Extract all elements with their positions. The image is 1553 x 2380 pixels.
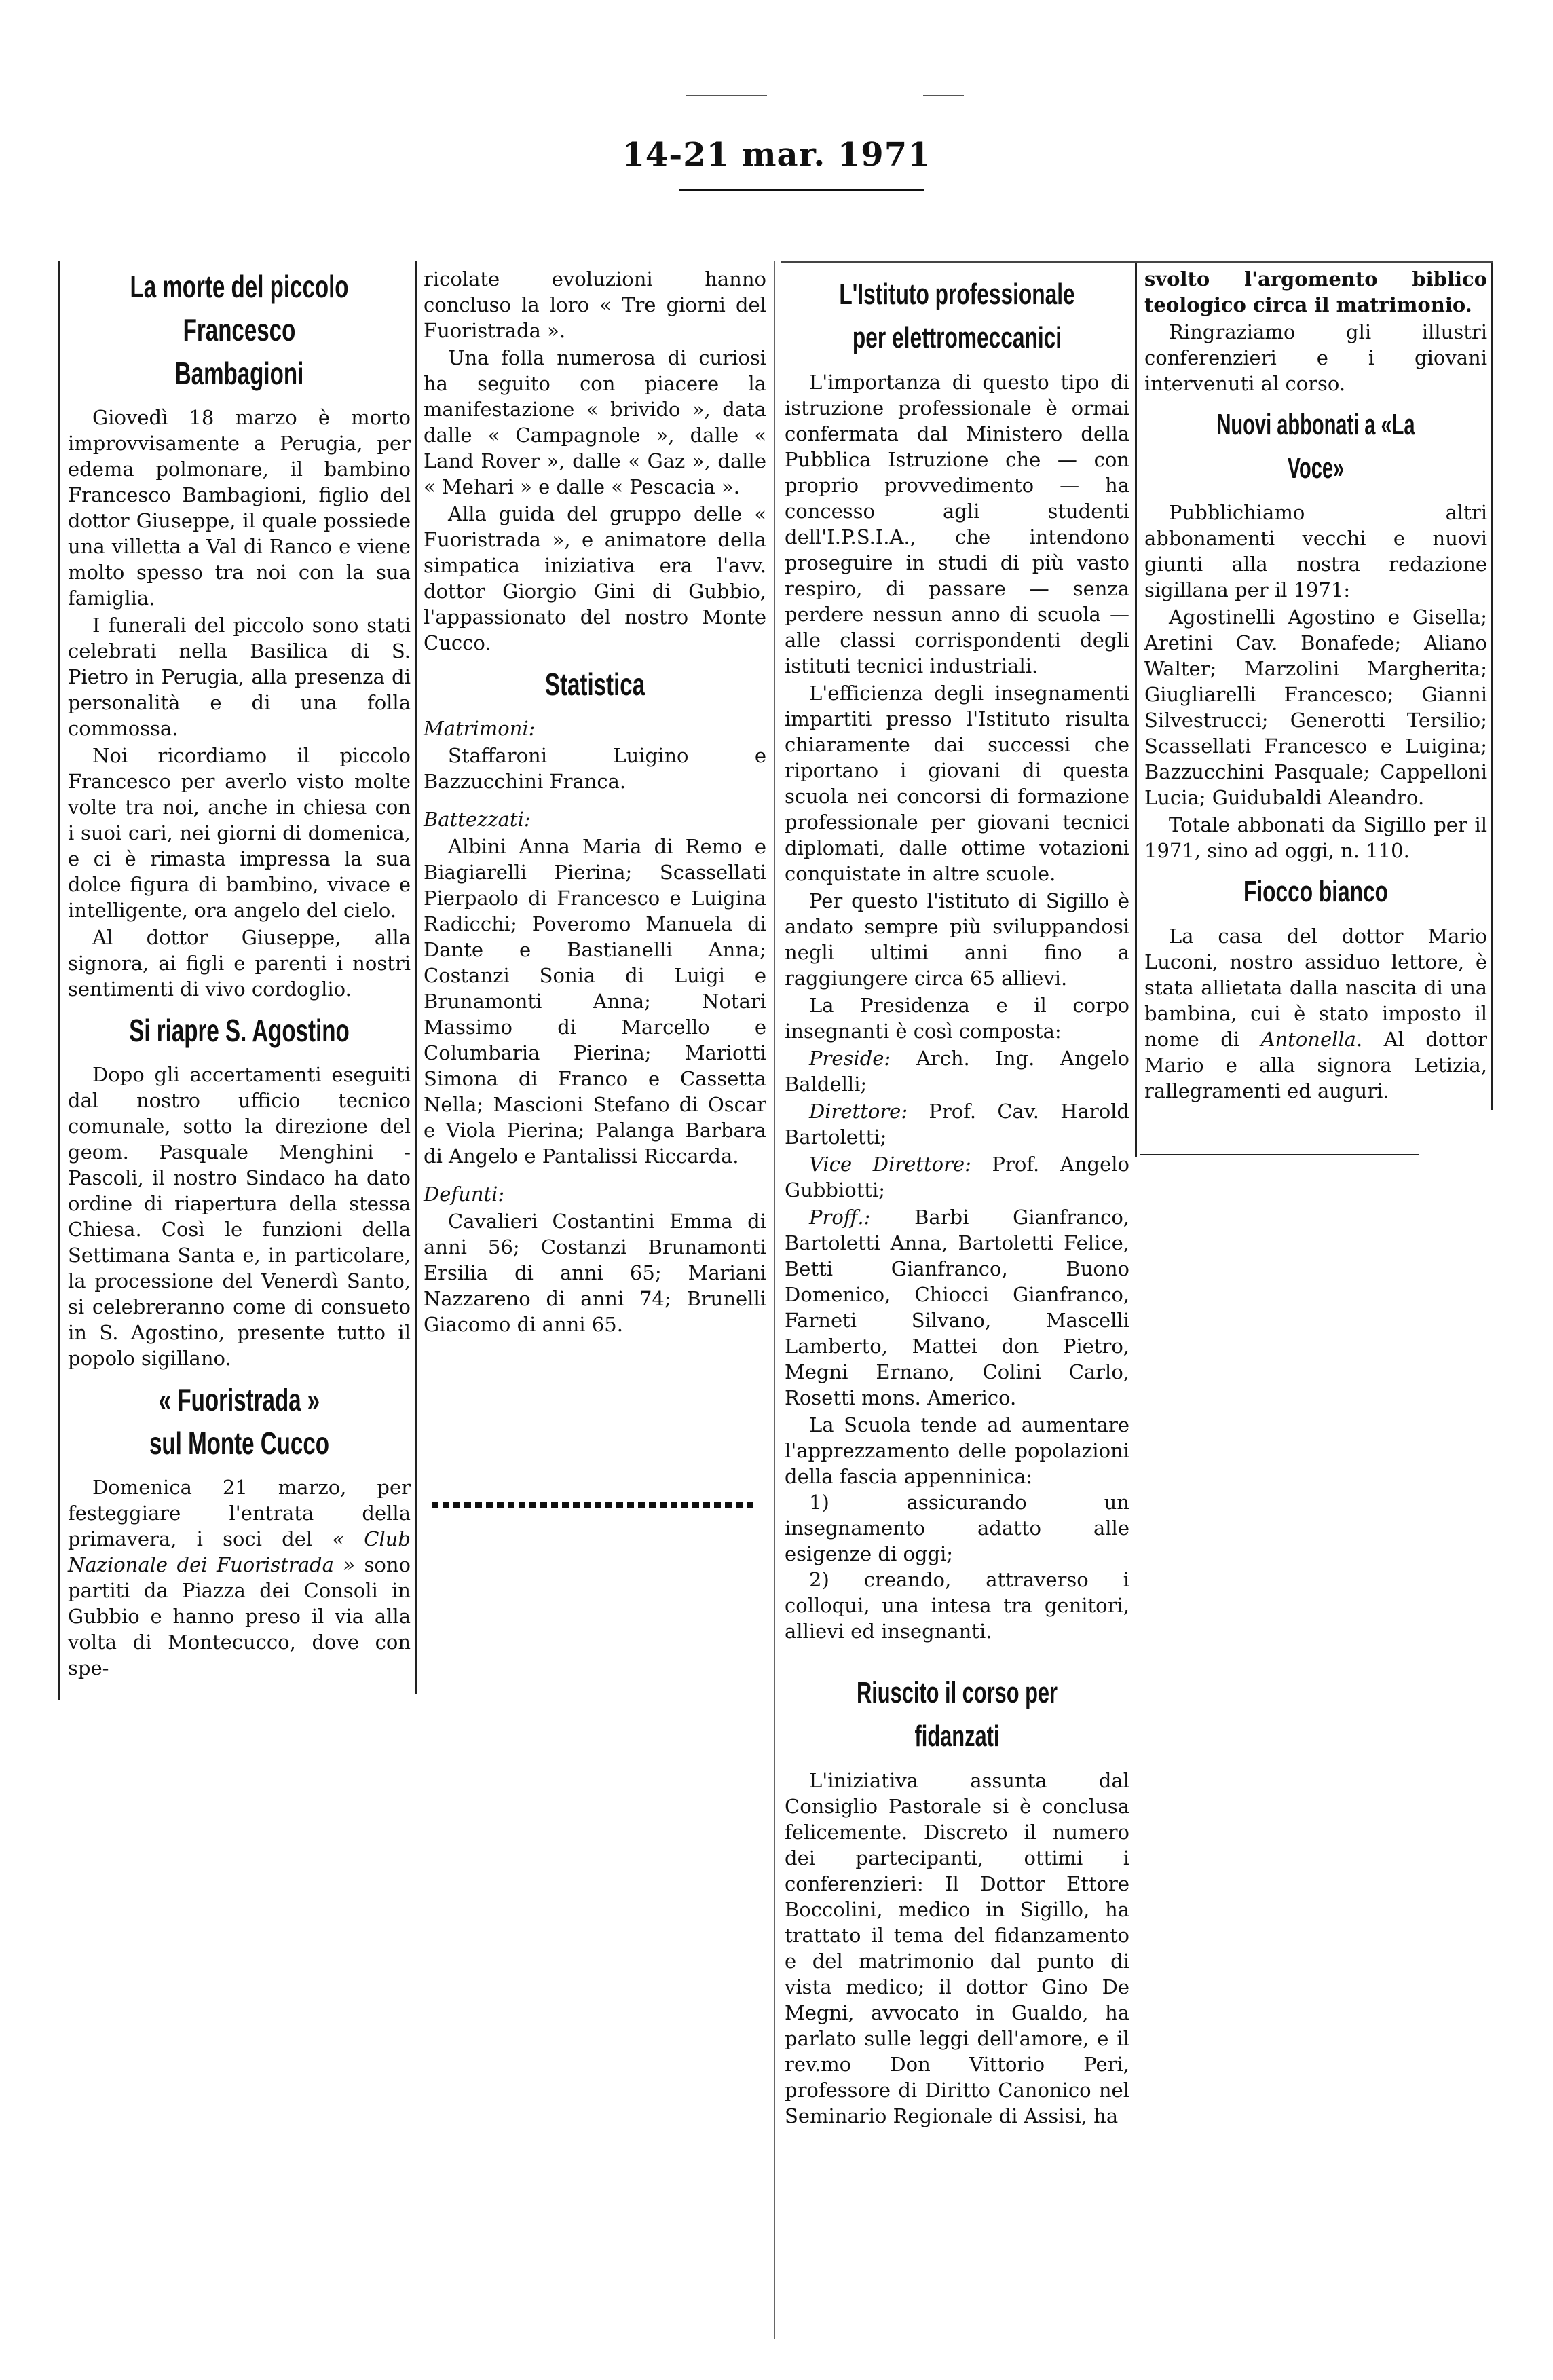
list-item: 2) creando, attraverso i colloqui, una intesa tra genitori, allievi ed insegnanti.	[785, 1568, 1129, 1643]
section-label: Defunti:	[424, 1183, 505, 1206]
article-paragraph: Per questo l'istituto di Sigillo è andato sempre più sviluppandosi negli ultimi anni fino a raggiungere circa 65 allievi.	[785, 889, 1129, 990]
article-paragraph: La Scuola tende ad aumentare l'apprezzamento delle popolazioni della fascia appenninica:	[785, 1413, 1129, 1488]
article-paragraph: Albini Anna Maria di Remo e Biagiarelli Pierina; Scassellati Pierpaolo di Francesco e Luigina Radicchi; Poveromo Manuela di Dante e Bastianelli Anna; Costanzi Sonia di Luigi e Brunamonti Anna; Notari Massimo di Marcello e Columbaria Pierina; Mariotti Simona di Franco e Cassetta Nella; Mascioni Stefano di Oscar e Viola Pierina; Palanga Barbara di Angelo e Pantalissi Riccarda.	[424, 835, 766, 1168]
article-paragraph: L'iniziativa assunta dal Consiglio Pastorale si è conclusa felicemente. Discreto il numero dei partecipanti, ottimi i conferenzieri: Il Dottor Ettore Boccolini, medico in Sigillo, ha trattato il tema del fidanzamento e del matrimonio dal punto di vista medico; il dottor Gino De Megni, avvocato in Gualdo, ha parlato sulle leggi dell'amore, e il rev.mo Don Vittorio Peri, professore di Diritto Canonico nel Seminario Regionale di Assisi, ha	[785, 1769, 1129, 2127]
date-underline	[679, 189, 924, 191]
column-3	[785, 266, 1129, 2129]
column-rule-2	[774, 261, 775, 2339]
column-rule-1	[415, 261, 417, 1694]
column-rule-right-edge	[1491, 261, 1493, 1110]
article-paragraph: Al dottor Giuseppe, alla signora, ai figli e parenti i nostri sentimenti di vivo cordoglio.	[68, 926, 411, 1001]
article-paragraph: Noi ricordiamo il piccolo Francesco per averlo visto molte volte tra noi, anche in chiesa con i suoi cari, nei giorni di domenica, e ci è rimasta impressa la sua dolce figura di bambino, vivace e intelligente, ora angelo del cielo.	[68, 744, 411, 922]
column-rule-3	[1135, 261, 1137, 1157]
goals-list	[785, 1489, 1129, 1644]
article-title-fuoristrada: « Fuoristrada » sul Monte Cucco	[149, 1382, 329, 1461]
top-rule-left	[686, 95, 767, 96]
article-paragraph: Domenica 21 marzo, per festeggiare l'entrata della primavera, i soci del « Club Nazionale dei Fuoristrada » sono partiti da Piazza dei Consoli in Gubbio e hanno preso il via alla volta di Montecucco, dove con spe-	[68, 1476, 411, 1679]
article-paragraph: I funerali del piccolo sono stati celebrati nella Basilica di S. Pietro in Perugia, alla presenza di personalità e di una folla commossa.	[68, 614, 411, 740]
column-4	[1144, 266, 1487, 1104]
staff-professori: Proff.: Barbi Gianfranco, Bartoletti Anna, Bartoletti Felice, Betti Gianfranco, Buono Domenico, Chiocci Gianfranco, Farneti Silvano, Mascelli Lamberto, Mattei don Pietro, Megni Ernano, Colini Carlo, Rosetti mons. Americo.	[785, 1206, 1129, 1409]
article-paragraph: L'importanza di questo tipo di istruzione professionale è ormai confermata dal Ministero della Pubblica Istruzione che — con proprio provvedimento — ha concesso agli studenti dell'I.P.S.I.A., che intendono proseguire in studi di più vasto respiro, di passare — senza perdere nessun anno di scuola — alle classi corrispondenti degli istituti tecnici industriali.	[785, 371, 1129, 677]
article-paragraph: Staffaroni Luigino e Bazzucchini Franca.	[424, 744, 766, 793]
article-paragraph: Alla guida del gruppo delle « Fuoristrada », e animatore della simpatica iniziativa era l'avv. dottor Giorgio Gini di Gubbio, l'appassionato del nostro Monte Cucco.	[424, 502, 766, 654]
article-paragraph: Giovedì 18 marzo è morto improvvisamente a Perugia, per edema polmonare, il bambino Francesco Bambagioni, figlio del dottor Giuseppe, il quale possiede una villetta a Val di Ranco e viene molto spesso tra noi con la sua famiglia.	[68, 406, 411, 610]
article-paragraph: Cavalieri Costantini Emma di anni 56; Costanzi Brunamonti Ersilia di anni 65; Mariani Nazzareno di anni 74; Brunelli Giacomo di anni 65.	[424, 1210, 766, 1336]
article-title-istituto: L'Istituto professionale per elettromeccanici	[839, 278, 1075, 354]
article-title-fidanzati: Riuscito il corso per fidanzati	[856, 1676, 1058, 1753]
article-paragraph: L'efficienza degli insegnamenti impartiti presso l'Istituto risulta chiaramente dai successi che riportano i giovani di questa scuola nei concorsi di formazione professionale per giovani tecnici diplomati, dalle ottime votazioni conquistate in altre scuole.	[785, 682, 1129, 885]
column-2	[424, 266, 766, 1337]
article-paragraph: Ringraziamo gli illustri conferenzieri e i giovani intervenuti al corso.	[1144, 320, 1487, 395]
column-1	[68, 258, 411, 1681]
article-paragraph: svolto l'argomento biblico teologico circa il matrimonio.	[1144, 267, 1487, 316]
article-title-bambagioni: La morte del piccolo Francesco Bambagioni	[130, 269, 349, 391]
article-paragraph: ricolate evoluzioni hanno concluso la loro « Tre giorni del Fuoristrada ».	[424, 267, 766, 342]
section-label: Matrimoni:	[424, 717, 536, 740]
article-title-statistica: Statistica	[544, 667, 645, 702]
staff-preside: Preside: Arch. Ing. Angelo Baldelli;	[785, 1047, 1130, 1096]
article-paragraph: Totale abbonati da Sigillo per il 1971, sino ad oggi, n. 110.	[1144, 813, 1487, 862]
section-label: Battezzati:	[424, 808, 531, 831]
col4-bottom-rule	[1140, 1154, 1419, 1155]
article-paragraph: La casa del dottor Mario Luconi, nostro assiduo lettore, è stata allietata dalla nascita di una bambina, cui è stato imposto il nome di Antonella. Al dottor Mario e alla signora Letizia, rallegramenti ed auguri.	[1144, 925, 1487, 1102]
article-paragraph: Agostinelli Agostino e Gisella; Aretini Cav. Bonafede; Aliano Walter; Marzolini Margherita; Giugliarelli Francesco; Gianni Silvestrucci; Generotti Tersilio; Scassellati Francesco e Luigina; Bazzucchini Pasquale; Cappelloni Lucia; Guidubaldi Aleandro.	[1144, 606, 1487, 809]
article-paragraph: Pubblichiamo altri abbonamenti vecchi e nuovi giunti alla nostra redazione sigillana per il 1971:	[1144, 501, 1487, 601]
article-paragraph: Una folla numerosa di curiosi ha seguito con piacere la manifestazione « brivido », data dalle « Campagnole », dalle « Land Rover », dalle « Gaz », dalle « Mehari » e dalle « Pescacia ».	[424, 346, 766, 498]
staff-direttore: Direttore: Prof. Cav. Harold Bartoletti;	[785, 1100, 1129, 1149]
staff-vice-direttore: Vice Direttore: Prof. Angelo Gubbiotti;	[785, 1153, 1129, 1202]
issue-date: 14-21 mar. 1971	[622, 136, 931, 174]
list-item: 1) assicurando un insegnamento adatto alle esigenze di oggi;	[785, 1491, 1129, 1565]
article-paragraph: La Presidenza e il corpo insegnanti è così composta:	[785, 994, 1129, 1043]
article-title-agostino: Si riapre S. Agostino	[129, 1013, 350, 1048]
article-title-fiocco: Fiocco bianco	[1243, 875, 1388, 908]
article-title-abbonati: Nuovi abbonati a «La Voce»	[1216, 408, 1415, 485]
column-rule-left-edge	[58, 261, 60, 1700]
top-rule-right	[923, 95, 964, 96]
article-paragraph: Dopo gli accertamenti eseguiti dal nostro ufficio tecnico comunale, sotto la direzione del geom. Pasquale Menghini - Pascoli, il nostro Sindaco ha dato ordine di riapertura della stessa Chiesa. Così le funzioni della Settimana Santa e, in particolare, la processione del Venerdì Santo, si celebreranno come di consueto in S. Agostino, presente tutto il popolo sigillano.	[68, 1063, 411, 1370]
column-top-rule	[781, 261, 1493, 263]
decorative-border-ornament	[432, 1502, 757, 1508]
